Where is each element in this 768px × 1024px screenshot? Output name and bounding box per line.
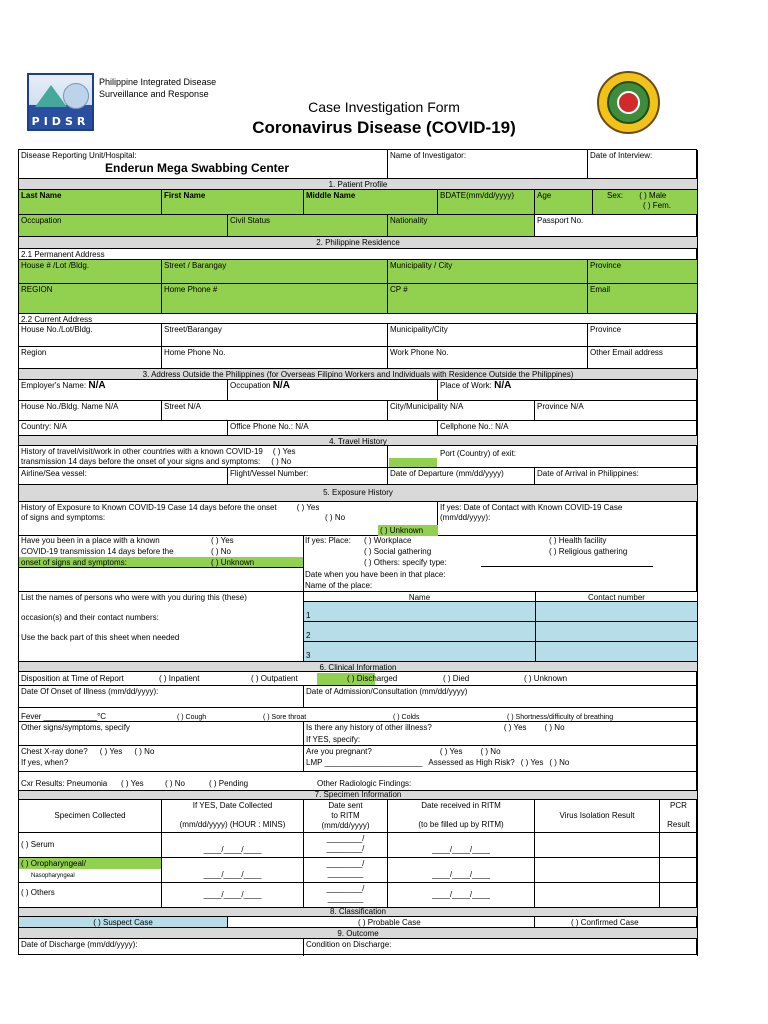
colds-checkbox[interactable]: ( ) Colds [393,714,420,721]
abroad-street-field[interactable]: Street N/A [162,401,388,421]
section-specimen-information: 7. Specimen Information [19,791,698,800]
perm-home-phone-field[interactable]: Home Phone # [162,284,388,314]
date-sent-col-header [304,800,388,833]
exposure-question [19,502,438,536]
section-patient-profile: 1. Patient Profile [19,179,698,190]
employer-field[interactable] [19,380,228,401]
persons-list-instructions [19,592,304,662]
place-of-work-field[interactable] [438,380,698,401]
port-of-exit-label: Port (Country) of exit: [440,449,517,458]
high-risk-label: Assessed as High Risk? [428,758,515,767]
oropharyngeal-cell [19,858,162,883]
pregnant-label: Are you pregnant? [306,747,372,756]
date-collected-col-header [162,800,304,833]
lmp-field[interactable]: LMP ______________________ [306,758,423,767]
exposure-q-line1: History of Exposure to Known COVID-19 Case 14 days before the onset [21,503,277,512]
section-address-abroad: 3. Address Outside the Philippines (for Overseas Filipino Workers and Individuals with Residence Outside the Philippines) [19,369,698,380]
exposure-yes-checkbox[interactable]: ( ) Yes [296,503,320,512]
abroad-country-field[interactable]: Country: N/A [19,421,228,436]
pregnant-no-checkbox[interactable]: ( ) No [480,747,501,756]
section-philippine-residence: 2. Philippine Residence [19,237,698,249]
middle-name-field[interactable]: Middle Name [304,190,438,215]
perm-cp-field[interactable]: CP # [388,284,588,314]
place-of-work-label: Place of Work: [440,381,492,390]
inpatient-checkbox[interactable]: ( ) Inpatient [159,674,200,683]
list-line2: occasion(s) and their contact numbers: [21,613,159,622]
employer-label: Employer's Name: [21,381,87,390]
onset-date-field[interactable]: Date Of Onset of Illness (mm/dd/yyyy): [19,686,304,708]
fever-field[interactable]: Fever ____________°C [21,712,107,721]
serum-pcr-result[interactable] [660,833,698,858]
high-risk-no-checkbox[interactable]: ( ) No [549,758,570,767]
serum-date-received[interactable]: ____/____/____ [388,833,535,858]
date-received-header-line1: Date received in RITM [421,801,501,810]
sore-throat-checkbox[interactable]: ( ) Sore throat [263,714,307,721]
oro-date-collected[interactable]: ____/____/____ [162,858,304,883]
xray-no-checkbox[interactable]: ( ) No [134,747,155,756]
travel-no-checkbox[interactable]: ( ) No [271,457,292,466]
bdate-field[interactable]: BDATE(mm/dd/yyyy) [438,190,535,215]
oro-sent-line1: ________/ [326,859,365,868]
curr-province-field[interactable]: Province [588,324,698,347]
others-date-collected[interactable]: ____/____/____ [162,883,304,908]
others-date-sent[interactable] [304,883,388,908]
suspect-case-checkbox[interactable]: ( ) Suspect Case [19,917,228,928]
place-q-line1: Have you been in a place with a known [21,536,160,545]
other-illness-label: Is there any history of other illness? [306,723,432,732]
pcr-header-line2: Result [667,820,690,829]
exposure-q-line2: of signs and symptoms: [21,513,106,522]
date-collected-header-line2: (mm/dd/yyyy) (HOUR : MINS) [179,820,286,829]
sex-label: Sex: [607,191,624,200]
abroad-cellphone-field[interactable]: Cellphone No.: N/A [438,421,698,436]
contact-date-label: If yes: Date of Contact with Known COVID-19 Case [440,503,623,512]
serum-date-sent[interactable] [304,833,388,858]
cxr-yes-checkbox[interactable]: ( ) Yes [121,779,144,788]
contact-date-field[interactable] [438,502,698,536]
perm-municipality-field[interactable]: Municipality / City [388,260,588,284]
section-clinical-information: 6. Clinical Information [19,662,698,672]
place-of-work-value: N/A [494,380,512,391]
pregnancy-field [304,746,698,772]
curr-house-field[interactable]: House No./Lot/Bldg. [19,324,162,347]
contact-row-2-name[interactable]: 2 [304,622,536,642]
others-virus-result[interactable] [535,883,660,908]
if-yes-place-label: If yes: Place: [305,536,351,545]
case-investigation-form [18,149,697,955]
contact-row-2-number[interactable] [536,622,698,642]
exposure-unknown-checkbox[interactable]: ( ) Unknown [378,525,438,536]
oro-sent-line2: ________ [327,869,364,878]
abroad-house-field[interactable]: House No./Bldg. Name N/A [19,401,162,421]
virus-isolation-col-header: Virus Isolation Result [535,800,660,833]
form-title: Coronavirus Disease (COVID-19) [252,118,516,137]
interview-date-field[interactable] [588,150,698,179]
cough-checkbox[interactable]: ( ) Cough [177,714,207,721]
travel-yes-checkbox[interactable]: ( ) Yes [272,447,296,456]
oro-date-sent[interactable] [304,858,388,883]
perm-house-field[interactable]: House # /Lot /Bldg. [19,260,162,284]
cxr-label: Cxr Results: Pneumonia [21,779,108,788]
date-been-label: Date when you have been in that place: [305,570,446,579]
reporting-unit-label: Disease Reporting Unit/Hospital: [21,151,137,160]
disposition-unknown-checkbox[interactable]: ( ) Unknown [524,674,568,683]
curr-other-email-field[interactable]: Other Email address [588,347,698,369]
last-name-field[interactable]: Last Name [19,190,162,215]
pcr-col-header [660,800,698,833]
curr-home-phone-field[interactable]: Home Phone No. [162,347,388,369]
date-received-col-header [388,800,535,833]
place-q-line2: COVID-19 transmission 14 days before the [21,547,174,556]
reporting-unit-value: Enderun Mega Swabbing Center [105,161,290,175]
interview-date-label: Date of Interview: [590,151,653,160]
others-pcr-result[interactable] [660,883,698,908]
serum-checkbox[interactable]: ( ) Serum [19,833,162,858]
nasopharyngeal-label: Nasopharyngeal [31,873,75,879]
passport-field[interactable]: Passport No. [535,215,698,237]
perm-street-field[interactable]: Street / Barangay [162,260,388,284]
disposition-label: Disposition at Time of Report [21,674,124,683]
abroad-occupation-value: N/A [272,380,290,391]
place-yes-checkbox[interactable]: ( ) Yes [211,536,234,545]
other-signs-field[interactable]: Other signs/symptoms, specify [19,722,304,746]
date-received-header-line2: (to be filled up by RITM) [418,820,504,829]
first-name-field[interactable]: First Name [162,190,304,215]
curr-region-field[interactable]: Region [19,347,162,369]
workplace-checkbox[interactable]: ( ) Workplace [364,536,412,545]
oro-date-received[interactable]: ____/____/____ [388,858,535,883]
contact-row-3-number[interactable] [536,642,698,662]
high-risk-yes-checkbox[interactable]: ( ) Yes [520,758,544,767]
date-sent-header-line3: (mm/dd/yyyy) [321,821,370,830]
serum-sent-line1: ________/ [326,834,365,843]
oropharyngeal-checkbox[interactable]: ( ) Oropharyngeal/ [19,858,161,869]
serum-sent-line2: ________/ [326,844,365,853]
social-gathering-checkbox[interactable]: ( ) Social gathering [364,547,432,556]
perm-email-field[interactable]: Email [588,284,698,314]
died-checkbox[interactable]: ( ) Died [443,674,470,683]
logo-lettering: PIDSR [31,115,90,128]
others-sent-line2: ________ [327,894,364,903]
travel-highlight [389,458,437,467]
contact-date-format: (mm/dd/yyyy): [440,513,491,522]
contact-row-1-name[interactable]: 1 [304,602,536,622]
travel-q-line2: transmission 14 days before the onset of your signs and symptoms: [21,457,261,466]
discharged-checkbox[interactable]: ( ) Discharged [347,674,398,683]
oro-pcr-result[interactable] [660,858,698,883]
discharge-condition-field[interactable]: Condition on Discharge: [304,939,698,956]
organization-name [99,76,249,100]
perm-province-field[interactable]: Province [588,260,698,284]
xray-when-label: If yes, when? [21,758,69,767]
xray-label: Chest X-ray done? [21,747,88,756]
other-illness-specify-label: If YES, specify: [306,735,361,744]
curr-work-phone-field[interactable]: Work Phone No. [388,347,588,369]
list-line1: List the names of persons who were with you during this (these) [21,593,247,602]
col-contact-header: Contact number [536,592,698,602]
curr-municipality-field[interactable]: Municipality/City [388,324,588,347]
permanent-address-title: 2.1 Permanent Address [19,249,698,260]
date-sent-header-line1: Date sent [328,801,363,810]
others-date-received[interactable]: ____/____/____ [388,883,535,908]
exposure-no-checkbox[interactable]: ( ) No [325,513,346,522]
other-illness-yes-checkbox[interactable]: ( ) Yes [503,723,527,732]
religious-gathering-checkbox[interactable]: ( ) Religious gathering [549,547,628,556]
oro-virus-result[interactable] [535,858,660,883]
discharge-date-field[interactable]: Date of Discharge (mm/dd/yyyy): [19,939,304,956]
section-travel-history: 4. Travel History [19,436,698,446]
others-type-line[interactable] [481,558,653,567]
sex-male-checkbox[interactable]: ( ) Male [639,191,667,200]
current-address-title: 2.2 Current Address [19,314,698,324]
specimen-col-header: Specimen Collected [19,800,162,833]
date-sent-header-line2: to RITM [331,811,360,820]
place-q-line3: onset of signs and symptoms: [21,558,127,567]
serum-virus-result[interactable] [535,833,660,858]
abroad-occupation-field[interactable] [228,380,438,401]
arrival-date-field[interactable]: Date of Arrival in Philippines: [535,468,698,485]
occupation-field[interactable]: Occupation [19,215,228,237]
others-checkbox[interactable]: ( ) Others [19,883,162,908]
perm-region-field[interactable]: REGION [19,284,162,314]
others-sent-line1: ________/ [326,884,365,893]
sex-female-checkbox[interactable]: ( ) Fem. [643,201,671,210]
employer-value: N/A [88,380,106,391]
org-line-2: Surveillance and Response [99,89,209,99]
pregnant-yes-checkbox[interactable]: ( ) Yes [439,747,463,756]
col-name-header: Name [304,592,536,602]
probable-case-checkbox[interactable]: ( ) Probable Case [228,917,535,928]
pcr-header-line1: PCR [670,801,687,810]
nationality-field[interactable]: Nationality [388,215,535,237]
shortness-of-breath-checkbox[interactable]: ( ) Shortness/difficulty of breathing [507,714,614,721]
list-line3: Use the back part of this sheet when needed [21,633,180,642]
health-facility-checkbox[interactable]: ( ) Health facility [549,536,607,545]
curr-street-field[interactable]: Street/Barangay [162,324,388,347]
civil-status-field[interactable]: Civil Status [228,215,388,237]
place-unknown-checkbox[interactable]: ( ) Unknown [211,558,255,567]
serum-date-collected[interactable]: ____/____/____ [162,833,304,858]
xray-field [19,746,304,772]
abroad-office-phone-field[interactable]: Office Phone No.: N/A [228,421,438,436]
confirmed-case-checkbox[interactable]: ( ) Confirmed Case [535,917,698,928]
other-illness-no-checkbox[interactable]: ( ) No [544,723,565,732]
abroad-province-field[interactable]: Province N/A [535,401,698,421]
departure-date-field[interactable]: Date of Departure (mm/dd/yyyy) [388,468,535,485]
admission-date-field[interactable]: Date of Admission/Consultation (mm/dd/yyyy) [304,686,698,708]
name-of-place-label: Name of the place: [305,581,373,590]
contact-row-3-name[interactable]: 3 [304,642,536,662]
investigator-field[interactable] [388,150,588,179]
form-subtitle: Case Investigation Form [308,99,460,115]
section-exposure-history: 5. Exposure History [19,485,698,502]
cxr-pending-checkbox[interactable]: ( ) Pending [209,779,249,788]
abroad-city-field[interactable]: City/Municipality N/A [388,401,535,421]
section-classification: 8. Classification [19,908,698,917]
section-outcome: 9. Outcome [19,928,698,939]
other-illness-field [304,722,698,746]
other-radiologic-label: Other Radiologic Findings: [317,779,412,788]
flight-number-field[interactable]: Flight/Vessel Number: [228,468,388,485]
cxr-no-checkbox[interactable]: ( ) No [165,779,185,788]
reporting-unit-field[interactable] [19,150,388,179]
contact-row-1-number[interactable] [536,602,698,622]
abroad-occupation-label: Occupation [230,381,271,390]
investigator-label: Name of Investigator: [390,151,467,160]
airline-field[interactable]: Airline/Sea vessel: [19,468,228,485]
others-type-checkbox[interactable]: ( ) Others: specify type: [364,558,447,567]
place-no-checkbox[interactable]: ( ) No [211,547,231,556]
travel-history-question [19,446,388,468]
date-collected-header-line1: If YES, Date Collected [192,801,273,810]
org-line-1: Philippine Integrated Disease [99,77,217,87]
sex-field[interactable] [593,190,698,215]
xray-yes-checkbox[interactable]: ( ) Yes [99,747,123,756]
travel-q-line1: History of travel/visit/work in other countries with a known COVID-19 [21,447,263,456]
outpatient-checkbox[interactable]: ( ) Outpatient [251,674,298,683]
age-field[interactable]: Age [535,190,593,215]
